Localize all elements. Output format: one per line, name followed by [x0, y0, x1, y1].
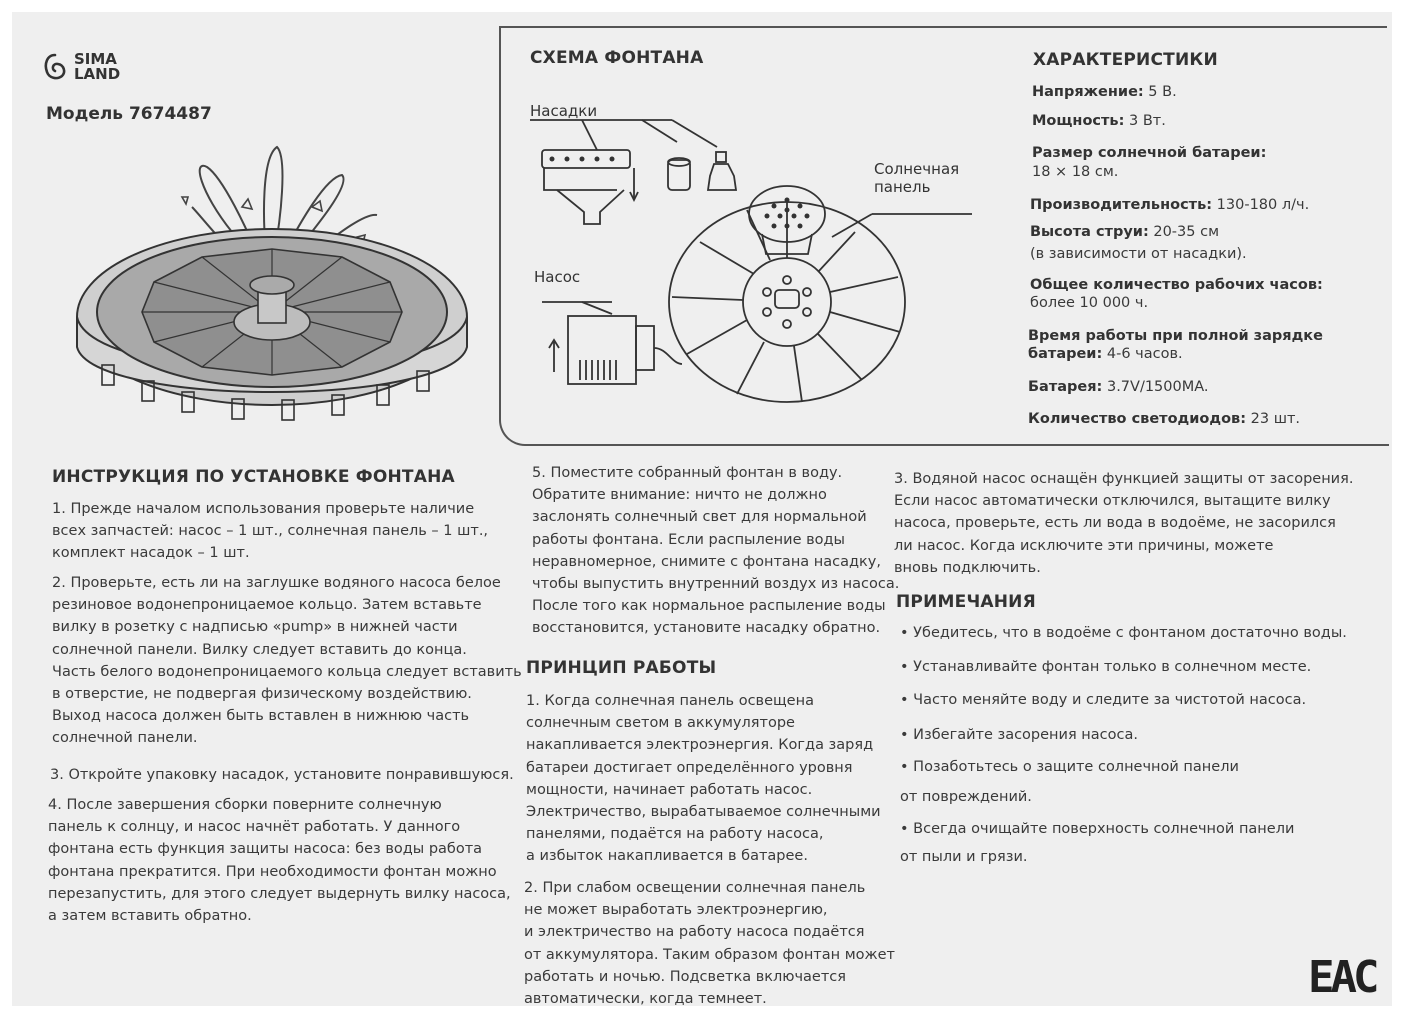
spec-battery: Батарея: 3.7V/1500MA.	[1028, 379, 1209, 395]
label-nozzles: Насадки	[530, 102, 598, 120]
spec-runtime-value: батареи: 4-6 часов.	[1028, 346, 1183, 362]
note-1: • Убедитесь, что в водоёме с фонтаном достаточно воды.	[900, 625, 1347, 641]
note-5: • Позаботьтесь о защите солнечной панели	[900, 759, 1239, 775]
sima-land-logo-icon	[42, 52, 68, 82]
notes-title: ПРИМЕЧАНИЯ	[896, 592, 1036, 612]
brand-line-2: LAND	[74, 65, 121, 83]
spec-voltage: Напряжение: 5 В.	[1032, 84, 1177, 100]
principle-1: 1. Когда солнечная панель освещена солнечным светом в аккумуляторе накапливается электроэнергия. Когда заряд батареи достигает определённого уровня мощности, начинает работать насос. Электричество, вырабатываемое солнечными панелями, подаётся на работу насоса, а избыток накапливается в батарее.	[526, 693, 881, 865]
nozzle-head	[250, 276, 294, 294]
install-title: ИНСТРУКЦИЯ ПО УСТАНОВКЕ ФОНТАНА	[52, 467, 455, 487]
nozzle-c-icon	[708, 164, 736, 190]
principle-title: ПРИНЦИП РАБОТЫ	[526, 658, 717, 678]
spec-jet-height: Высота струи: 20-35 см	[1030, 224, 1220, 240]
spec-hours-value: более 10 000 ч.	[1030, 295, 1149, 311]
install-step-5: 5. Поместите собранный фонтан в воду. Обратите внимание: ничто не должно заслонять солнечный свет для нормальной работы фонтана. Если распыление воды неравномерное, снимите с фонтана насадку, чтобы выпустить внутренний воздух из насоса. После того как нормальное распыление воды восстановится, установите насадку обратно.	[532, 465, 900, 637]
install-step-1: 1. Прежде началом использования проверьте наличие всех запчастей: насос – 1 шт., солнечная панель – 1 шт., комплект насадок – 1 шт.	[52, 501, 489, 562]
eac-certification-mark: ЕАС	[1308, 952, 1376, 1003]
model-number: Модель 7674487	[46, 104, 212, 124]
install-step-3: 3. Откройте упаковку насадок, установите понравившуюся.	[50, 767, 514, 783]
note-5-cont: от повреждений.	[900, 789, 1032, 805]
note-4: • Избегайте засорения насоса.	[900, 727, 1138, 743]
note-6-cont: от пыли и грязи.	[900, 849, 1028, 865]
spec-power: Мощность: 3 Вт.	[1032, 113, 1166, 129]
label-pump: Насос	[534, 268, 581, 286]
note-3: • Часто меняйте воду и следите за чистотой насоса.	[900, 692, 1307, 708]
brand-logo	[42, 52, 120, 82]
label-panel-1: Солнечная	[874, 160, 960, 178]
fountain-illustration	[72, 137, 472, 457]
spec-size-label: Размер солнечной батареи:	[1032, 145, 1267, 161]
install-step-4: 4. После завершения сборки поверните солнечную панель к солнцу, и насос начнёт работать. У данного фонтана есть функция защиты насоса: без воды работа фонтана прекратится. При необходимости фонтан можно перезапустить, для этого следует выдернуть вилку насоса, а затем вставить обратно.	[48, 797, 511, 925]
note-6: • Всегда очищайте поверхность солнечной панели	[900, 821, 1295, 837]
note-2: • Устанавливайте фонтан только в солнечном месте.	[900, 659, 1312, 675]
principle-3: 3. Водяной насос оснащён функцией защиты от засорения. Если насос автоматически отключился, вытащите вилку насоса, проверьте, есть ли вода в водоёме, не засорился ли насос. Когда исключите эти причины, можете вновь подключить.	[894, 471, 1354, 576]
spec-leds: Количество светодиодов: 23 шт.	[1028, 411, 1301, 427]
specs-title: ХАРАКТЕРИСТИКИ	[1033, 50, 1218, 70]
scheme-title: СХЕМА ФОНТАНА	[530, 48, 704, 68]
label-panel-2: панель	[874, 178, 931, 196]
install-step-2: 2. Проверьте, есть ли на заглушке водяного насоса белое резиновое водонепроницаемое кольцо. Затем вставьте вилку в розетку с надписью «pump» в нижней части солнечной панели. Вилку следует вставить до конца. Часть белого водонепроницаемого кольца следует вставить в отверстие, не подвергая физическому воздействию. Выход насоса должен быть вставлен в нижнюю часть солнечной панели.	[52, 575, 522, 747]
spec-size-value: 18 × 18 см.	[1032, 164, 1119, 180]
pump-icon	[568, 316, 636, 384]
spec-hours-label: Общее количество рабочих часов:	[1030, 277, 1323, 293]
instruction-sheet	[12, 12, 1392, 1006]
fountain-scheme-diagram	[522, 102, 972, 422]
spec-runtime-label: Время работы при полной зарядке	[1028, 328, 1323, 344]
nozzle-a-icon	[542, 150, 630, 168]
brand-line-1: SIMA	[74, 50, 117, 68]
spec-jet-height-note: (в зависимости от насадки).	[1030, 246, 1247, 262]
principle-2: 2. При слабом освещении солнечная панель не может выработать электроэнергию, и электричество на работу насоса подаётся от аккумулятора. Таким образом фонтан может работать и ночью. Подсветка включается автоматически, когда темнеет.	[524, 880, 895, 1008]
spec-performance: Производительность: 130-180 л/ч.	[1030, 197, 1310, 213]
